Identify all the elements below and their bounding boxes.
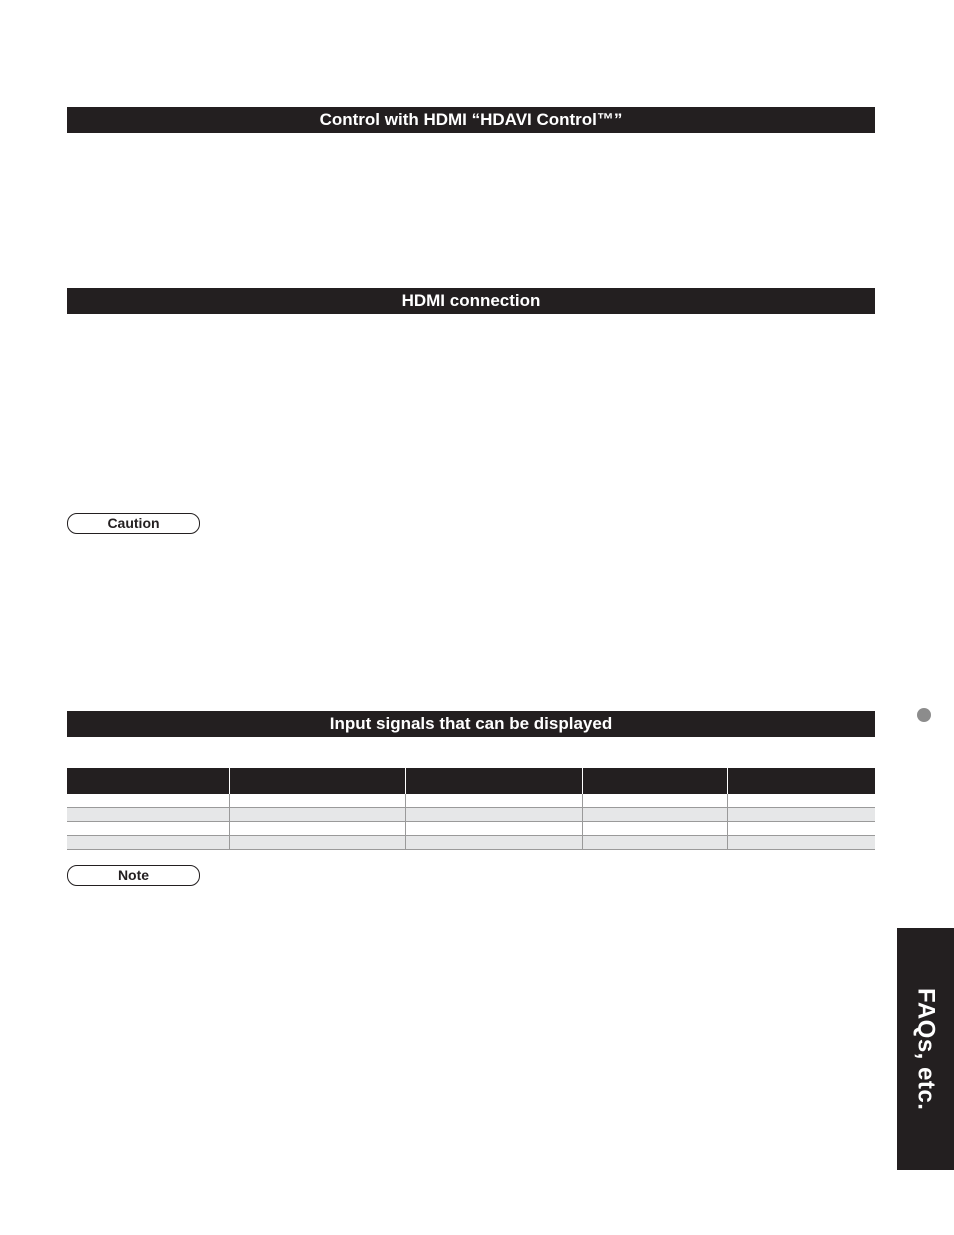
table-cell (728, 822, 875, 835)
table-header-cell (583, 768, 728, 794)
side-tab (897, 928, 954, 1170)
note-label: Note (67, 865, 200, 886)
table-cell (583, 836, 728, 849)
table-header-row (67, 768, 875, 794)
table-cell (728, 808, 875, 821)
table-cell (230, 808, 406, 821)
table-cell (67, 822, 230, 835)
table-cell (728, 794, 875, 807)
section-heading-hdmi-connection: HDMI connection (67, 288, 875, 314)
table-header-cell (230, 768, 406, 794)
table-cell (406, 822, 583, 835)
side-tab-label: FAQs, etc. (912, 987, 940, 1111)
table-cell (230, 836, 406, 849)
table-cell (67, 808, 230, 821)
table-cell (67, 794, 230, 807)
table-header-cell (67, 768, 230, 794)
table-cell (583, 794, 728, 807)
caution-label: Caution (67, 513, 200, 534)
table-row (67, 794, 875, 808)
table-cell (406, 808, 583, 821)
table-cell (67, 836, 230, 849)
table-cell (728, 836, 875, 849)
table-cell (583, 808, 728, 821)
table-cell (230, 822, 406, 835)
table-cell (230, 794, 406, 807)
table-cell (406, 836, 583, 849)
table-header-cell (406, 768, 583, 794)
table-cell (583, 822, 728, 835)
table-cell (406, 794, 583, 807)
page-marker-dot (917, 708, 931, 722)
table-row (67, 808, 875, 822)
table-header-cell (728, 768, 875, 794)
input-signals-table (67, 768, 875, 850)
section-heading-hdavi-control: Control with HDMI “HDAVI Control™” (67, 107, 875, 133)
section-heading-input-signals: Input signals that can be displayed (67, 711, 875, 737)
table-row (67, 836, 875, 850)
table-row (67, 822, 875, 836)
